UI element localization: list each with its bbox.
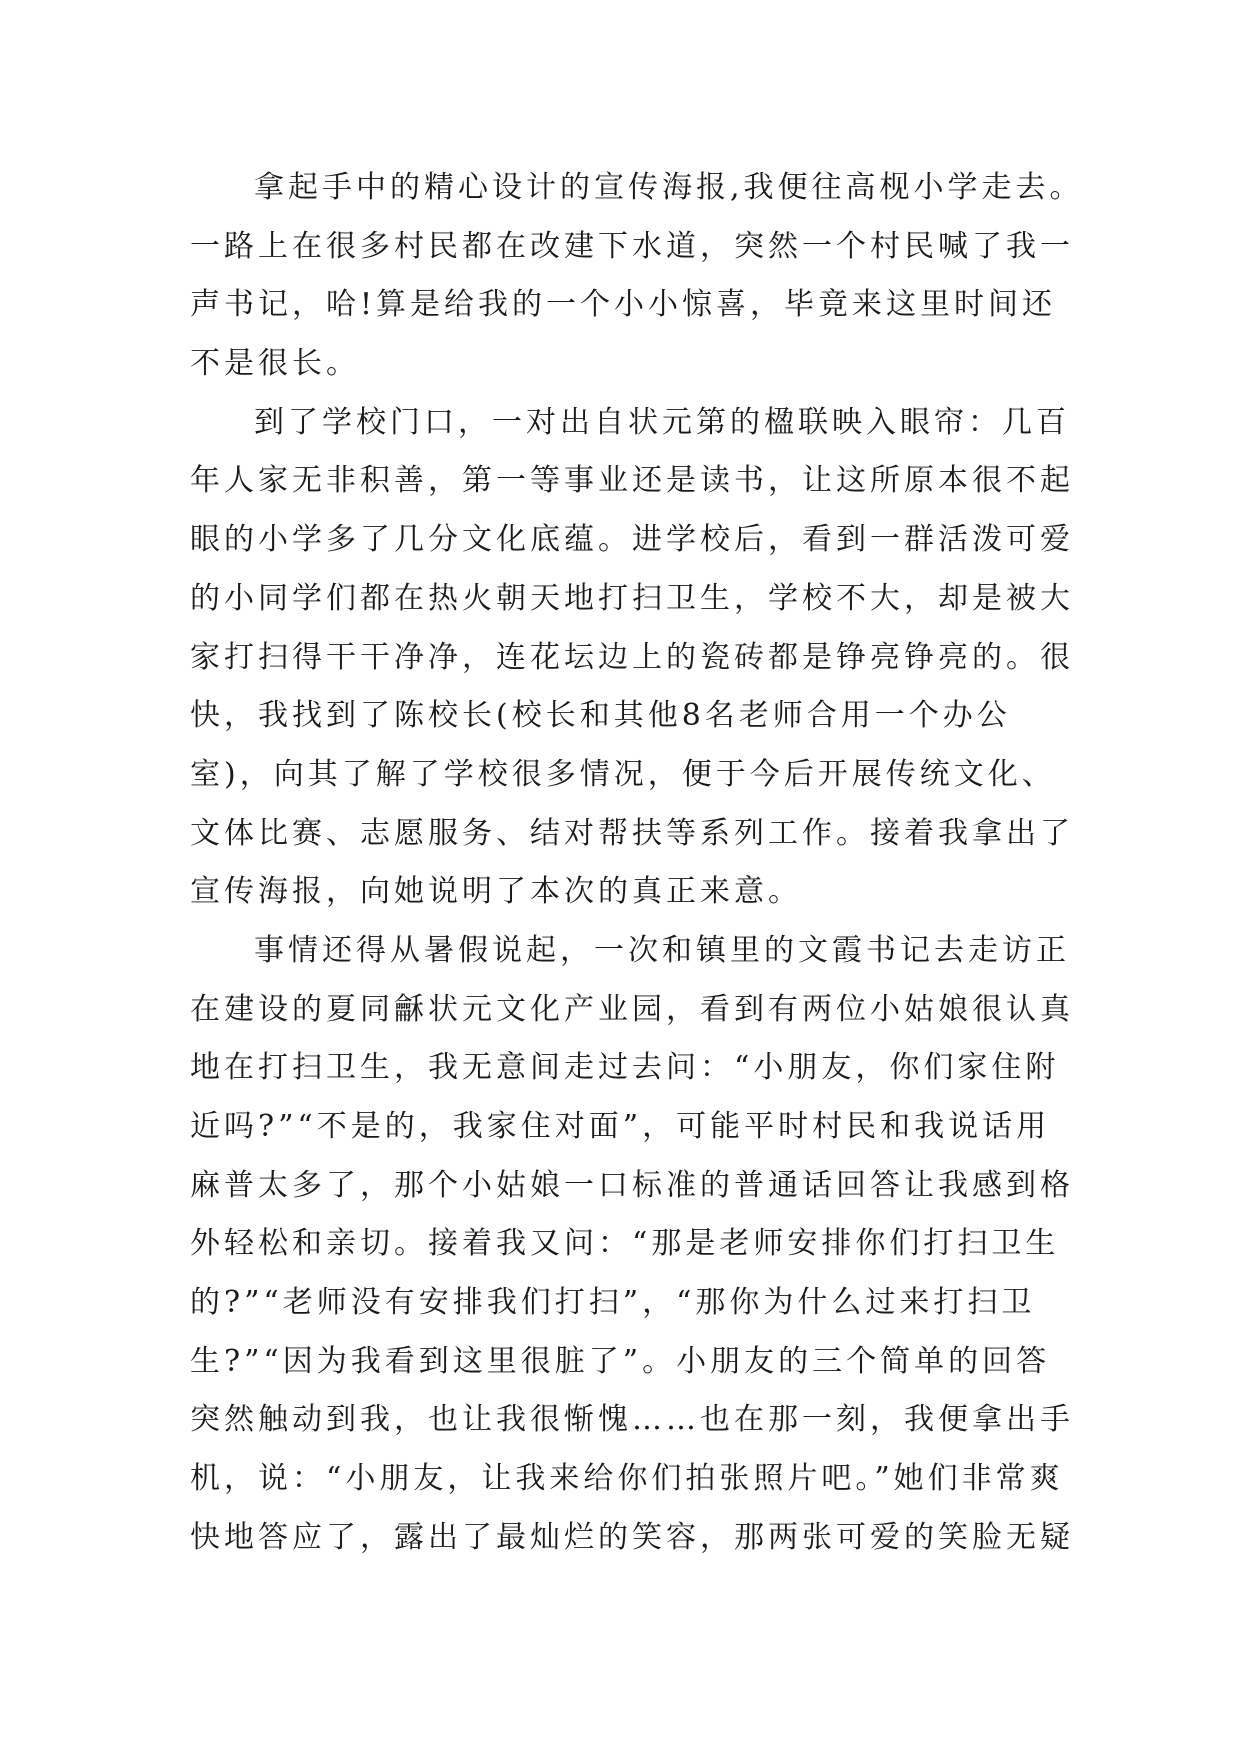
text-line: 事情还得从暑假说起，一次和镇里的文霞书记去走访正 (254, 932, 1070, 968)
text-line: 拿起手中的精心设计的宣传海报,我便往高枧小学走去。 (254, 170, 1084, 205)
text-line: 的小同学们都在热火朝天地打扫卫生，学校不大，却是被大 (190, 580, 1074, 616)
text-line: 文体比赛、志愿服务、结对帮扶等系列工作。接着我拿出了 (190, 815, 1074, 851)
text-line: 不是很长。 (190, 346, 360, 382)
text-line: 机，说：“小朋友，让我来给你们拍张照片吧。”她们非常爽 (190, 1461, 1064, 1497)
text-line: 到了学校门口，一对出自状元第的楹联映入眼帘：几百 (254, 404, 1070, 440)
document-body (190, 159, 1120, 1568)
text-line: 突然触动到我，也让我很惭愧……也在那一刻，我便拿出手 (190, 1402, 1074, 1438)
text-line: 一路上在很多村民都在改建下水道，突然一个村民喊了我一 (190, 228, 1074, 264)
paragraph-3 (190, 922, 1120, 1568)
text-line: 外轻松和亲切。接着我又问：“那是老师安排你们打扫卫生 (190, 1226, 1060, 1262)
text-line: 快，我找到了陈校长(校长和其他8名老师合用一个办公 (190, 698, 1011, 734)
text-line: 宣传海报，向她说明了本次的真正来意。 (190, 874, 802, 910)
text-line: 近吗?”“不是的，我家住对面”，可能平时村民和我说话用 (190, 1109, 1051, 1144)
text-line: 家打扫得干干净净，连花坛边上的瓷砖都是铮亮铮亮的。很 (190, 639, 1074, 675)
paragraph-2 (190, 394, 1120, 922)
text-line: 室)，向其了解了学校很多情况，便于今后开展传统文化、 (190, 756, 1056, 792)
text-line: 眼的小学多了几分文化底蕴。进学校后，看到一群活泼可爱 (190, 522, 1074, 558)
text-line: 的?”“老师没有安排我们打扫”，“那你为什么过来打扫卫 (190, 1285, 1036, 1321)
text-line: 麻普太多了，那个小姑娘一口标准的普通话回答让我感到格 (190, 1167, 1074, 1203)
paragraph-1 (190, 159, 1120, 394)
text-line: 快地答应了，露出了最灿烂的笑容，那两张可爱的笑脸无疑 (190, 1519, 1074, 1555)
text-line: 生?”“因为我看到这里很脏了”。小朋友的三个简单的回答 (190, 1343, 1051, 1379)
text-line: 在建设的夏同龢状元文化产业园，看到有两位小姑娘很认真 (190, 991, 1074, 1027)
text-line: 地在打扫卫生，我无意间走过去问：“小朋友，你们家住附 (190, 1050, 1060, 1086)
text-line: 声书记，哈!算是给我的一个小小惊喜，毕竟来这里时间还 (190, 287, 1057, 323)
text-line: 年人家无非积善，第一等事业还是读书，让这所原本很不起 (190, 463, 1074, 499)
